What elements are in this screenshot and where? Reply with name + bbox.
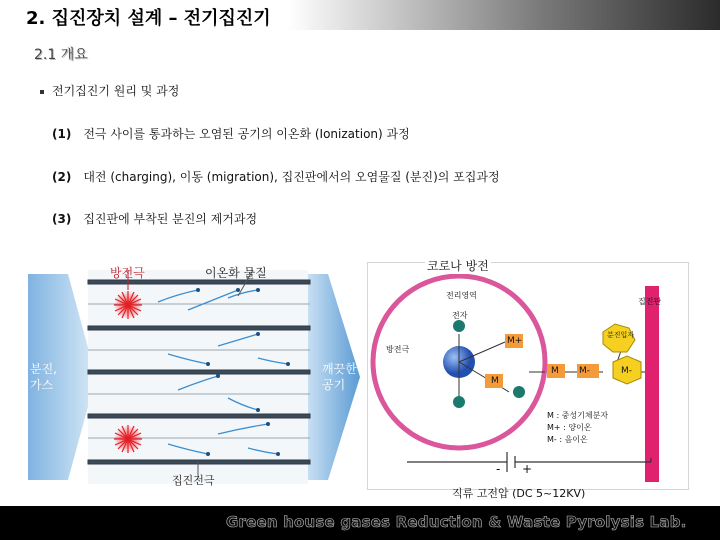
process-item-3 bbox=[52, 210, 257, 227]
footer-lab-name: Green house gases Reduction & Waste Pyrolysis Lab. bbox=[226, 513, 687, 531]
label-discharge-electrode: 방전극 bbox=[110, 266, 145, 280]
label-inflow-2: 가스 bbox=[30, 378, 54, 392]
label-m: M bbox=[491, 376, 499, 386]
bullet-icon bbox=[40, 90, 44, 94]
item-text: 대전 (charging), 이동 (migration), 집진판에서의 오염물질 (분진)의 포집과정 bbox=[83, 170, 500, 184]
label-outflow-2: 공기 bbox=[322, 378, 346, 392]
label-ionized-matter: 이온화 물질 bbox=[205, 266, 267, 280]
legend-line-3: M- : 음이온 bbox=[547, 435, 588, 444]
process-item-2 bbox=[52, 168, 500, 185]
process-item-1 bbox=[52, 125, 410, 142]
item-number: (3) bbox=[52, 212, 72, 226]
item-number: (1) bbox=[52, 127, 72, 141]
power-caption: 직류 고전압 (DC 5~12KV) bbox=[452, 487, 586, 500]
bullet-item bbox=[40, 82, 179, 99]
title-bar bbox=[0, 0, 720, 30]
item-text: 집진판에 부착된 분진의 제거과정 bbox=[83, 212, 258, 226]
legend-line-1: M : 중성기체분자 bbox=[547, 411, 609, 420]
item-text: 전극 사이를 통과하는 오염된 공기의 이온화 (Ionization) 과정 bbox=[83, 127, 410, 141]
corona-burst-2 bbox=[114, 425, 142, 453]
corona-title: 코로나 방전 bbox=[427, 259, 489, 273]
page-title: 2. 집진장치 설계 – 전기집진기 bbox=[26, 8, 271, 29]
label-minus-terminal: - bbox=[496, 462, 501, 476]
footer-bar bbox=[0, 506, 720, 540]
corona-burst-1 bbox=[114, 291, 142, 319]
label-plus-terminal: + bbox=[522, 462, 533, 476]
label-m-plus: M+ bbox=[507, 336, 523, 346]
label-collector-electrode: 집진전극 bbox=[172, 474, 215, 487]
label-m-minus: M- bbox=[579, 366, 591, 376]
label-outflow-1: 깨끗한 bbox=[322, 362, 357, 376]
label-discharge-electrode-right: 방전극 bbox=[386, 345, 410, 354]
label-corona-zone: 전리영역 bbox=[446, 291, 477, 300]
precipitator-diagram bbox=[28, 262, 360, 492]
label-collector-plate: 집진판 bbox=[638, 297, 662, 306]
label-dust-particle: 분진입자 bbox=[607, 331, 635, 339]
item-number: (2) bbox=[52, 170, 72, 184]
collector-plate bbox=[645, 286, 659, 482]
label-m-minus-dust: M- bbox=[621, 366, 633, 376]
bullet-text: 전기집진기 원리 및 과정 bbox=[52, 84, 180, 98]
label-inflow-1: 분진, bbox=[30, 362, 57, 376]
section-heading: 2.1 개요 bbox=[34, 47, 88, 63]
label-electron: 전자 bbox=[452, 311, 468, 320]
label-m-right: M bbox=[551, 366, 559, 376]
legend-line-2: M+ : 양이온 bbox=[547, 423, 592, 432]
